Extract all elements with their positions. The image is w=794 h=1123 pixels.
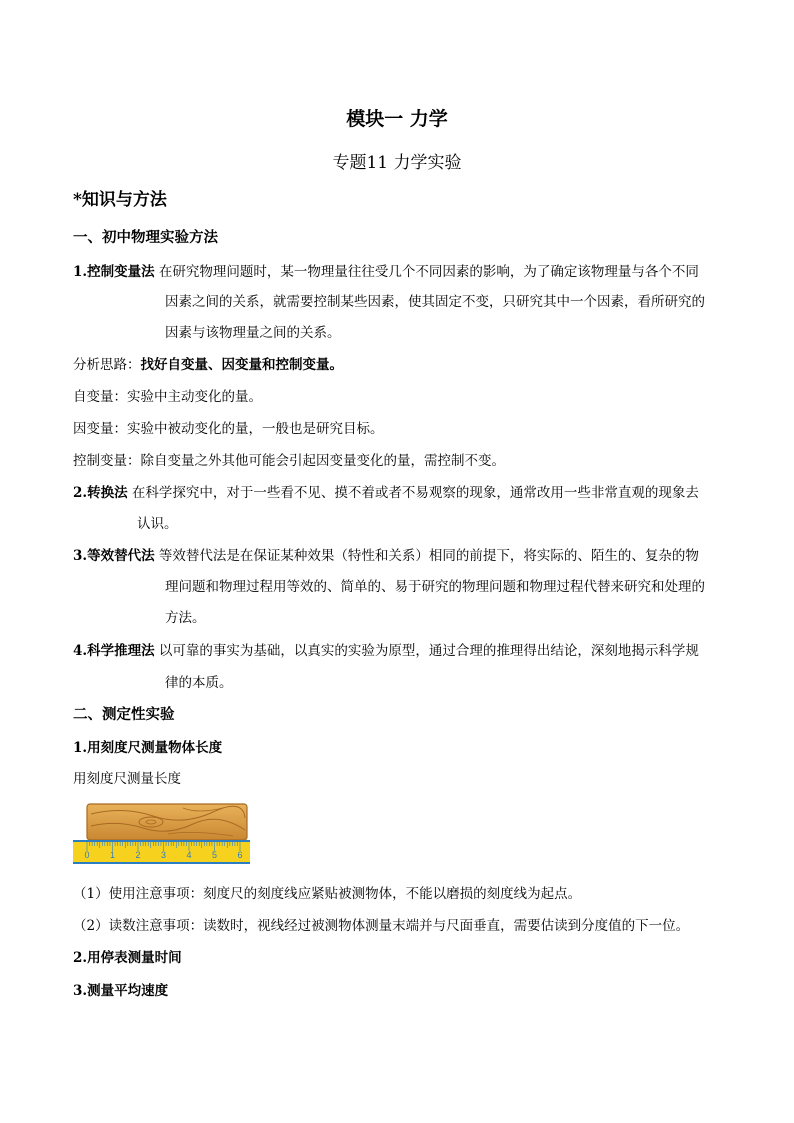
section-knowledge-heading: *知识与方法	[73, 190, 167, 210]
ruler-label: 4	[186, 850, 192, 860]
method1-text1: 在研究物理问题时，某一物理量往往受几个不同因素的影响，为了确定该物理量与各个不同	[158, 264, 699, 280]
method3-line3: 方法。	[165, 610, 206, 626]
analysis-label: 分析思路：	[73, 357, 141, 373]
ruler-illustration	[73, 800, 250, 865]
method3-line1	[73, 546, 699, 566]
wooden-block	[87, 804, 247, 840]
dependent-variable: 因变量：实验中被动变化的量，一般也是研究目标。	[73, 421, 384, 437]
experiment1-subtitle: 用刻度尺测量长度	[73, 771, 181, 787]
analysis-line	[73, 355, 343, 375]
method4-label: 4.科学推理法	[73, 643, 155, 659]
ruler-label: 6	[237, 850, 243, 860]
method4-line2: 律的本质。	[165, 675, 233, 691]
independent-variable: 自变量：实验中主动变化的量。	[73, 389, 262, 405]
experiment2-heading: 2.用停表测量时间	[73, 950, 182, 966]
method4-line1	[73, 641, 699, 661]
ruler-label: 2	[135, 850, 141, 860]
part2-heading: 二、测定性实验	[73, 706, 175, 723]
part1-heading: 一、初中物理实验方法	[73, 229, 218, 246]
method3-label: 3.等效替代法	[73, 548, 155, 564]
method3-text1: 等效替代法是在保证某种效果（特性和关系）相同的前提下，将实际的、陌生的、复杂的物	[158, 548, 699, 564]
method1-label: 1.控制变量法	[73, 264, 155, 280]
note2: （2）读数注意事项：读数时，视线经过被测物体测量末端并与尺面垂直，需要估读到分度值的下一位。	[73, 918, 690, 934]
analysis-text: 找好自变量、因变量和控制变量。	[140, 357, 343, 373]
experiment1-heading: 1.用刻度尺测量物体长度	[73, 740, 223, 756]
method1-line1	[73, 262, 699, 282]
ruler-label: 0	[84, 850, 90, 860]
method2-label: 2.转换法	[73, 485, 128, 501]
ruler-drawing	[73, 800, 250, 865]
ruler-label: 1	[109, 850, 116, 860]
module-title: 模块一 力学	[346, 108, 448, 130]
topic-title: 专题11 力学实验	[332, 153, 462, 173]
note1: （1）使用注意事项：刻度尺的刻度线应紧贴被测物体，不能以磨损的刻度线为起点。	[73, 886, 582, 902]
method1-line2: 因素之间的关系，就需要控制某些因素，使其固定不变，只研究其中一个因素，看所研究的	[165, 294, 705, 310]
method2-line2: 认识。	[137, 516, 178, 532]
ruler-label: 3	[160, 850, 167, 860]
method1-line3: 因素与该物理量之间的关系。	[165, 325, 341, 341]
method2-text1: 在科学探究中，对于一些看不见、摸不着或者不易观察的现象，通常改用一些非常直观的现象去	[131, 485, 699, 501]
experiment3-heading: 3.测量平均速度	[73, 983, 169, 999]
method2-line1	[73, 483, 699, 503]
ruler-label: 5	[211, 850, 218, 860]
control-variable: 控制变量：除自变量之外其他可能会引起因变量变化的量，需控制不变。	[73, 453, 505, 469]
ruler	[73, 840, 250, 864]
method3-line2: 理问题和物理过程用等效的、简单的、易于研究的物理问题和物理过程代替来研究和处理的	[165, 579, 705, 595]
method4-text1: 以可靠的事实为基础，以真实的实验为原型，通过合理的推理得出结论，深刻地揭示科学规	[158, 643, 699, 659]
